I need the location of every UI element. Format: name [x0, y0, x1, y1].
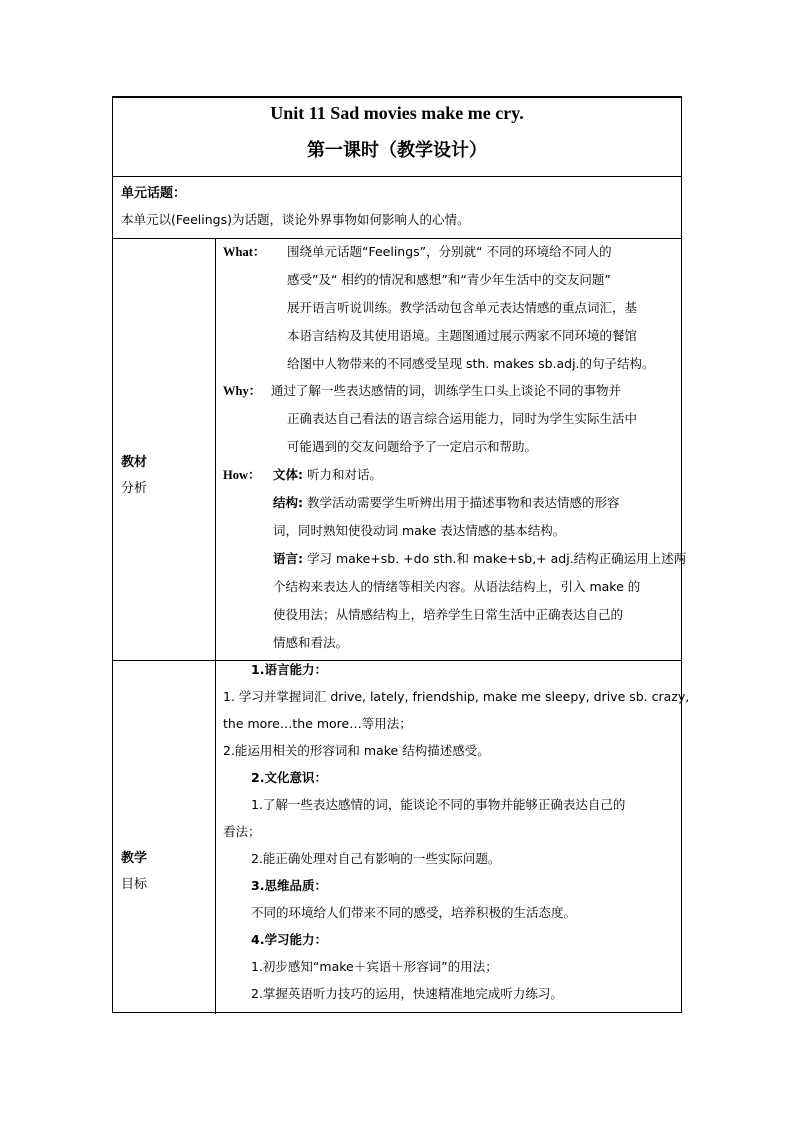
material-analysis-content: [217, 238, 687, 660]
material-analysis-label-cell: [113, 238, 216, 660]
title-row: [113, 98, 681, 177]
objective-line: 不同的环境给人们带来不同的感受，培养积极的生活态度。: [251, 905, 577, 920]
unit-topic-label: 单元话题：: [121, 186, 187, 201]
why-line: 通过了解一些表达感情的词，训练学生口头上谈论不同的事物并: [271, 383, 622, 398]
what-line: 感受”及“ 相约的情况和感想”和“青少年生活中的交友问题”: [287, 272, 611, 287]
material-analysis-row: [113, 238, 687, 661]
what-label: What：: [223, 245, 266, 259]
objective-line: 2.能正确处理对自己有影响的一些实际问题。: [251, 851, 501, 866]
objective-heading: 1.语言能力：: [251, 662, 327, 677]
lesson-plan-table: [112, 96, 690, 1013]
what-line: 本语言结构及其使用语境。主题图通过展示两家不同环境的餐馆: [287, 328, 638, 343]
what-line: 展开语言听说训练。教学活动包含单元表达情感的重点词汇，基: [287, 300, 638, 315]
why-line: 可能遇到的交友问题给予了一定启示和帮助。: [287, 439, 538, 454]
objective-heading: 2.文化意识：: [251, 770, 327, 785]
how-language-line: 个结构来表达人的情绪等相关内容。从语法结构上，引入 make 的: [273, 579, 641, 594]
how-genre-label: 文体:: [273, 467, 303, 482]
what-line: 给图中人物带来的不同感受呈现 sth. makes sb.adj.的句子结构。: [287, 356, 655, 371]
how-structure-line: 词，同时熟知使役动词 make 表达情感的基本结构。: [273, 523, 566, 538]
teaching-objectives-label-1: 教学: [121, 851, 148, 866]
objective-line: 2.能运用相关的形容词和 make 结构描述感受。: [223, 743, 490, 758]
objective-line: 1.初步感知“make＋宾语＋形容词”的用法；: [251, 959, 498, 974]
lesson-title: 第一课时（教学设计）: [307, 140, 487, 161]
why-label: Why：: [223, 384, 262, 398]
how-structure-label: 结构:: [273, 495, 303, 510]
objective-heading: 3.思维品质：: [251, 878, 327, 893]
what-line: 围绕单元话题“Feelings”，分别就“ 不同的环境给不同人的: [287, 244, 612, 259]
material-analysis-label-2: 分析: [121, 481, 148, 496]
objective-line: 1.了解一些表达感情的词，能谈论不同的事物并能够正确表达自己的: [251, 797, 626, 812]
how-genre-text: 听力和对话。: [307, 467, 383, 482]
unit-topic-text: 本单元以(Feelings)为话题，谈论外界事物如何影响人的心情。: [121, 212, 470, 227]
teaching-objectives-label-cell: [113, 660, 216, 1014]
objective-heading: 4.学习能力：: [251, 932, 327, 947]
teaching-objectives-row: [113, 660, 690, 1014]
unit-topic-row: [113, 176, 681, 239]
objective-line: the more…the more…等用法；: [223, 716, 412, 731]
how-language-line: 使役用法；从情感结构上，培养学生日常生活中正确表达自己的: [273, 607, 624, 622]
how-language-label: 语言:: [273, 551, 303, 566]
how-label: How：: [223, 468, 261, 482]
objective-line: 看法；: [223, 824, 261, 839]
material-analysis-label-1: 教材: [121, 455, 148, 470]
unit-title: Unit 11 Sad movies make me cry.: [270, 103, 524, 123]
why-line: 正确表达自己看法的语言综合运用能力，同时为学生实际生活中: [287, 411, 638, 426]
how-language-line: 情感和看法。: [273, 635, 349, 650]
teaching-objectives-content: [217, 660, 690, 1014]
teaching-objectives-label-2: 目标: [121, 877, 148, 892]
how-structure-line: 教学活动需要学生听辨出用于描述事物和表达情感的形容: [307, 495, 620, 510]
how-language-line: 学习 make+sb. +do sth.和 make+sb,+ adj.结构正确运用上述两: [307, 551, 687, 566]
objective-line: 1. 学习并掌握词汇 drive, lately, friendship, make me sleepy, drive sb. crazy,: [223, 689, 690, 704]
objective-line: 2.掌握英语听力技巧的运用，快速精准地完成听力练习。: [251, 986, 563, 1001]
